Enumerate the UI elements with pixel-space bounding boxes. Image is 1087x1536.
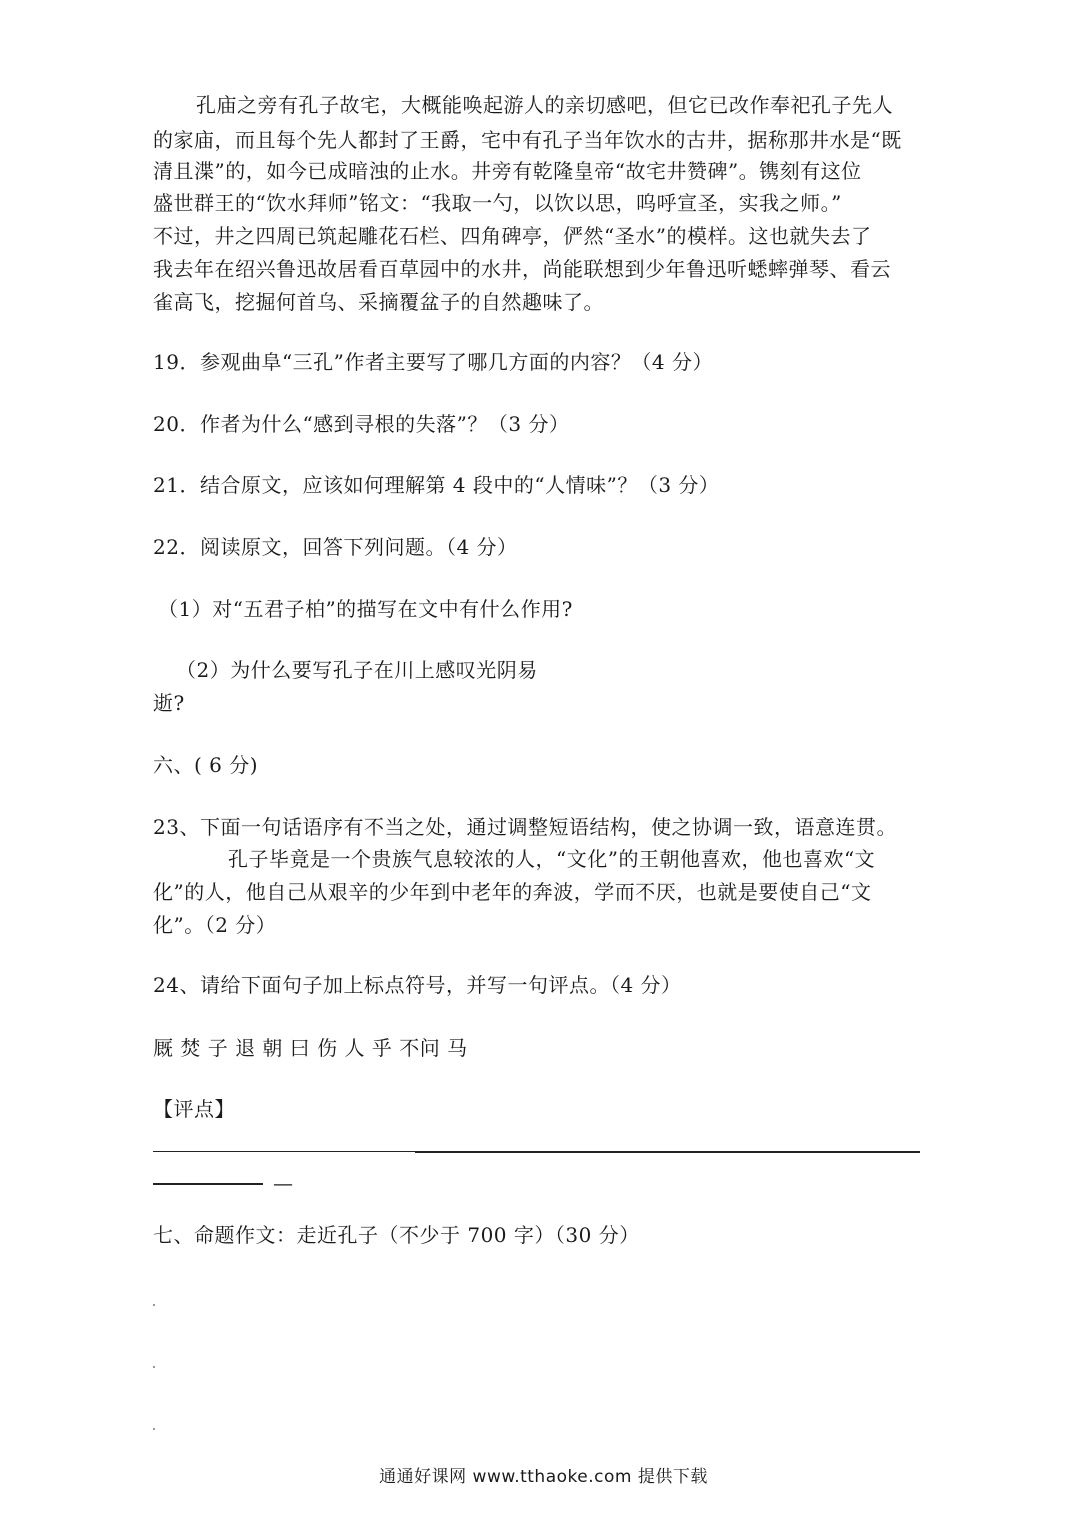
question-24-sentence: 厩 焚 子 退 朝 曰 伤 人 乎 不问 马 — [153, 1036, 468, 1060]
question-20: 20．作者为什么“感到寻根的失落”？（3 分） — [153, 412, 570, 436]
passage-line: 清且渫”的，如今已成暗浊的止水。井旁有乾隆皇帝“故宅井赞碑”。镌刻有这位 — [153, 159, 862, 183]
question-23: 23、下面一句话语序有不当之处，通过调整短语结构，使之协调一致，语意连贯。 — [153, 815, 897, 839]
question-22-part-2-cont: 逝? — [153, 691, 185, 715]
passage-line: 我去年在绍兴鲁迅故居看百草园中的水井，尚能联想到少年鲁迅听蟋蟀弹琴、看云 — [153, 257, 891, 281]
question-19: 19．参观曲阜“三孔”作者主要写了哪几方面的内容？（4 分） — [153, 350, 713, 374]
question-22-part-1: （1）对“五君子柏”的描写在文中有什么作用? — [158, 597, 573, 621]
section-7-heading: 七、命题作文：走近孔子（不少于 700 字）（30 分） — [153, 1223, 640, 1247]
question-22-part-2: （2）为什么要写孔子在川上感叹光阴易 — [176, 658, 538, 682]
scan-mark — [153, 1304, 155, 1306]
answer-line — [415, 1151, 920, 1153]
comment-label: 【评点】 — [153, 1097, 235, 1121]
scan-mark — [153, 1366, 155, 1368]
question-23-text: 化”。（2 分） — [153, 913, 277, 937]
question-22: 22．阅读原文，回答下列问题。（4 分） — [153, 535, 518, 559]
passage-line: 盛世群王的“饮水拜师”铭文：“我取一勺，以饮以思，呜呼宣圣，实我之师。” — [153, 191, 842, 215]
footer-text: 通通好课网 www.tthaoke.com 提供下载 — [379, 1467, 708, 1487]
question-24: 24、请给下面句子加上标点符号，并写一句评点。（4 分） — [153, 973, 682, 997]
passage-line: 的家庙，而且每个先人都封了王爵，宅中有孔子当年饮水的古井，据称那井水是“既 — [153, 128, 902, 152]
answer-line — [153, 1151, 415, 1152]
trailing-dash: — — [273, 1171, 294, 1195]
passage-line: 孔庙之旁有孔子故宅，大概能唤起游人的亲切感吧，但它已改作奉祀孔子先人 — [196, 93, 893, 117]
scan-mark — [153, 1428, 155, 1430]
question-21: 21．结合原文，应该如何理解第 4 段中的“人情味”？（3 分） — [153, 473, 720, 497]
passage-line: 雀高飞，挖掘何首乌、采摘覆盆子的自然趣味了。 — [153, 290, 604, 314]
passage-line: 不过，井之四周已筑起雕花石栏、四角碑亭，俨然“圣水”的模样。这也就失去了 — [153, 224, 872, 248]
question-23-text: 孔子毕竟是一个贵族气息较浓的人，“文化”的王朝他喜欢，他也喜欢“文 — [228, 847, 876, 871]
question-23-text: 化”的人，他自己从艰辛的少年到中老年的奔波，学而不厌，也就是要使自己“文 — [153, 880, 872, 904]
answer-line — [153, 1183, 263, 1185]
section-6-heading: 六、( 6 分) — [153, 753, 259, 777]
